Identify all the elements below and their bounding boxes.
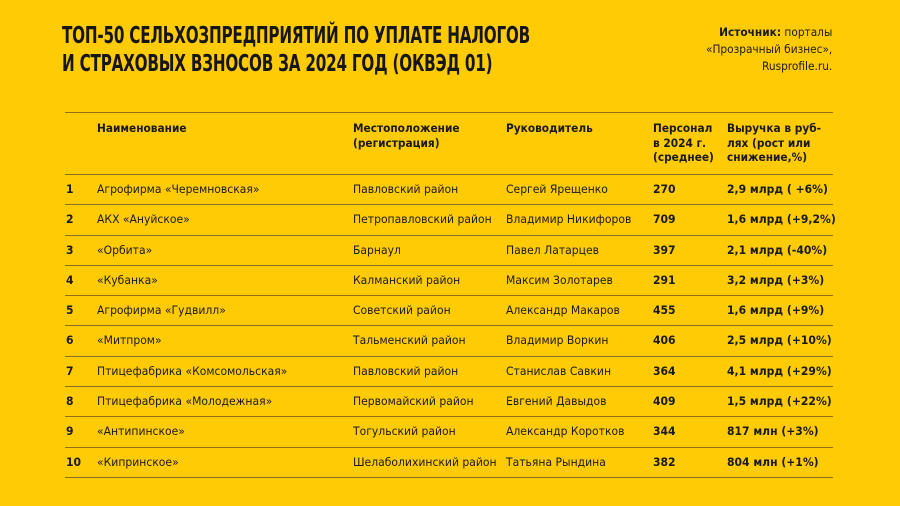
table-row bbox=[65, 357, 833, 387]
header-location-line-2: (регистрация) bbox=[353, 135, 440, 150]
row-revenue: 804 млн (+1%) bbox=[727, 454, 819, 469]
row-head: Максим Золотарев bbox=[506, 272, 613, 287]
header-revenue-line-1: Выручка в руб- bbox=[727, 121, 821, 135]
header-revenue bbox=[727, 121, 821, 165]
row-location: Калманский район bbox=[353, 272, 461, 287]
header-revenue-line-3: снижение,%) bbox=[727, 150, 808, 164]
row-name: «Кубанка» bbox=[97, 272, 158, 287]
row-location: Советский район bbox=[353, 303, 451, 318]
row-staff: 364 bbox=[653, 363, 676, 378]
table-row bbox=[65, 387, 833, 417]
table-row bbox=[65, 266, 833, 296]
table-row bbox=[65, 175, 833, 205]
table-row bbox=[65, 296, 833, 326]
row-name: Птицефабрика «Комсомольская» bbox=[97, 363, 288, 378]
source-text-2: «Прозрачный бизнес», bbox=[705, 42, 832, 56]
source-note bbox=[706, 24, 832, 75]
row-revenue: 2,5 млрд (+10%) bbox=[727, 333, 832, 348]
row-staff: 344 bbox=[653, 424, 676, 439]
row-location: Тогульский район bbox=[353, 424, 456, 439]
header-location bbox=[353, 121, 460, 150]
row-staff: 397 bbox=[653, 242, 676, 257]
row-head: Сергей Ярещенко bbox=[506, 182, 608, 196]
table-row bbox=[65, 326, 833, 356]
header-staff-line-2: в 2024 г. bbox=[653, 135, 707, 150]
row-head: Владимир Никифоров bbox=[506, 212, 632, 227]
header-revenue-line-2: лях (рост или bbox=[727, 135, 811, 150]
row-staff: 270 bbox=[653, 182, 676, 196]
header-staff-line-1: Персонал bbox=[653, 121, 713, 135]
row-revenue: 2,1 млрд (-40%) bbox=[727, 242, 828, 257]
header-name: Наименование bbox=[97, 121, 187, 135]
row-rank: 8 bbox=[66, 394, 74, 409]
row-head: Владимир Воркин bbox=[506, 333, 609, 348]
row-location: Шелаболихинский район bbox=[353, 454, 497, 469]
title-line-1: ТОП-50 СЕЛЬХОЗПРЕДПРИЯТИЙ ПО УПЛАТЕ НАЛОГОВ bbox=[62, 23, 531, 49]
row-revenue: 1,5 млрд (+22%) bbox=[727, 394, 832, 409]
row-rank: 10 bbox=[66, 454, 82, 469]
row-rank: 6 bbox=[66, 333, 74, 348]
table-row bbox=[65, 205, 836, 235]
row-revenue: 1,6 млрд (+9,2%) bbox=[727, 212, 836, 227]
row-revenue: 2,9 млрд ( +6%) bbox=[727, 182, 828, 196]
row-staff: 409 bbox=[653, 394, 676, 409]
row-name: Агрофирма «Черемновская» bbox=[97, 182, 260, 196]
row-rank: 7 bbox=[66, 363, 74, 378]
header-staff-line-3: (среднее) bbox=[653, 150, 714, 164]
table-row bbox=[65, 448, 833, 478]
row-rank: 5 bbox=[66, 303, 74, 318]
header-staff bbox=[653, 121, 714, 165]
source-text-1: порталы bbox=[780, 25, 832, 39]
row-revenue: 3,2 млрд (+3%) bbox=[727, 272, 825, 287]
row-revenue: 4,1 млрд (+29%) bbox=[727, 363, 832, 378]
row-location: Павловский район bbox=[353, 363, 459, 378]
row-location: Тальменский район bbox=[353, 333, 466, 348]
row-location: Барнаул bbox=[353, 242, 401, 257]
row-head: Александр Макаров bbox=[506, 303, 620, 318]
row-name: «Орбита» bbox=[97, 242, 153, 257]
row-staff: 455 bbox=[653, 303, 676, 318]
header-head: Руководитель bbox=[506, 121, 593, 135]
title-line-2: И СТРАХОВЫХ ВЗНОСОВ ЗА 2024 ГОД (ОКВЭД 01) bbox=[62, 51, 493, 77]
row-staff: 406 bbox=[653, 333, 676, 348]
row-head: Александр Коротков bbox=[506, 424, 625, 439]
source-text-3: Rusprofile.ru. bbox=[761, 59, 832, 73]
row-head: Павел Латарцев bbox=[506, 242, 600, 257]
header-location-line-1: Местоположение bbox=[353, 121, 460, 135]
row-name: «Антипинское» bbox=[97, 424, 185, 439]
row-location: Петропавловский район bbox=[353, 212, 492, 227]
row-rank: 1 bbox=[66, 182, 74, 196]
row-location: Павловский район bbox=[353, 182, 459, 196]
row-name: АКХ «Ануйское» bbox=[97, 212, 190, 227]
row-rank: 3 bbox=[66, 242, 74, 257]
row-name: Агрофирма «Гудвилл» bbox=[97, 303, 226, 318]
row-revenue: 1,6 млрд (+9%) bbox=[727, 303, 825, 318]
row-rank: 9 bbox=[66, 424, 74, 439]
table-row bbox=[65, 417, 833, 447]
table-row bbox=[65, 236, 833, 266]
row-staff: 382 bbox=[653, 454, 676, 469]
table-header bbox=[65, 113, 833, 175]
row-location: Первомайский район bbox=[353, 394, 474, 409]
row-name: «Митпром» bbox=[97, 333, 162, 348]
row-staff: 709 bbox=[653, 212, 676, 227]
row-name: «Кипринское» bbox=[97, 454, 179, 469]
row-head: Евгений Давыдов bbox=[506, 394, 607, 409]
row-rank: 4 bbox=[66, 272, 74, 287]
row-revenue: 817 млн (+3%) bbox=[727, 424, 819, 439]
ranking-table bbox=[65, 112, 836, 478]
source-label: Источник: bbox=[718, 25, 781, 39]
row-head: Татьяна Рындина bbox=[506, 454, 606, 469]
row-head: Станислав Савкин bbox=[506, 363, 612, 378]
page-title bbox=[62, 22, 530, 78]
row-rank: 2 bbox=[66, 212, 74, 227]
row-name: Птицефабрика «Молодежная» bbox=[97, 394, 273, 409]
row-staff: 291 bbox=[653, 272, 676, 287]
